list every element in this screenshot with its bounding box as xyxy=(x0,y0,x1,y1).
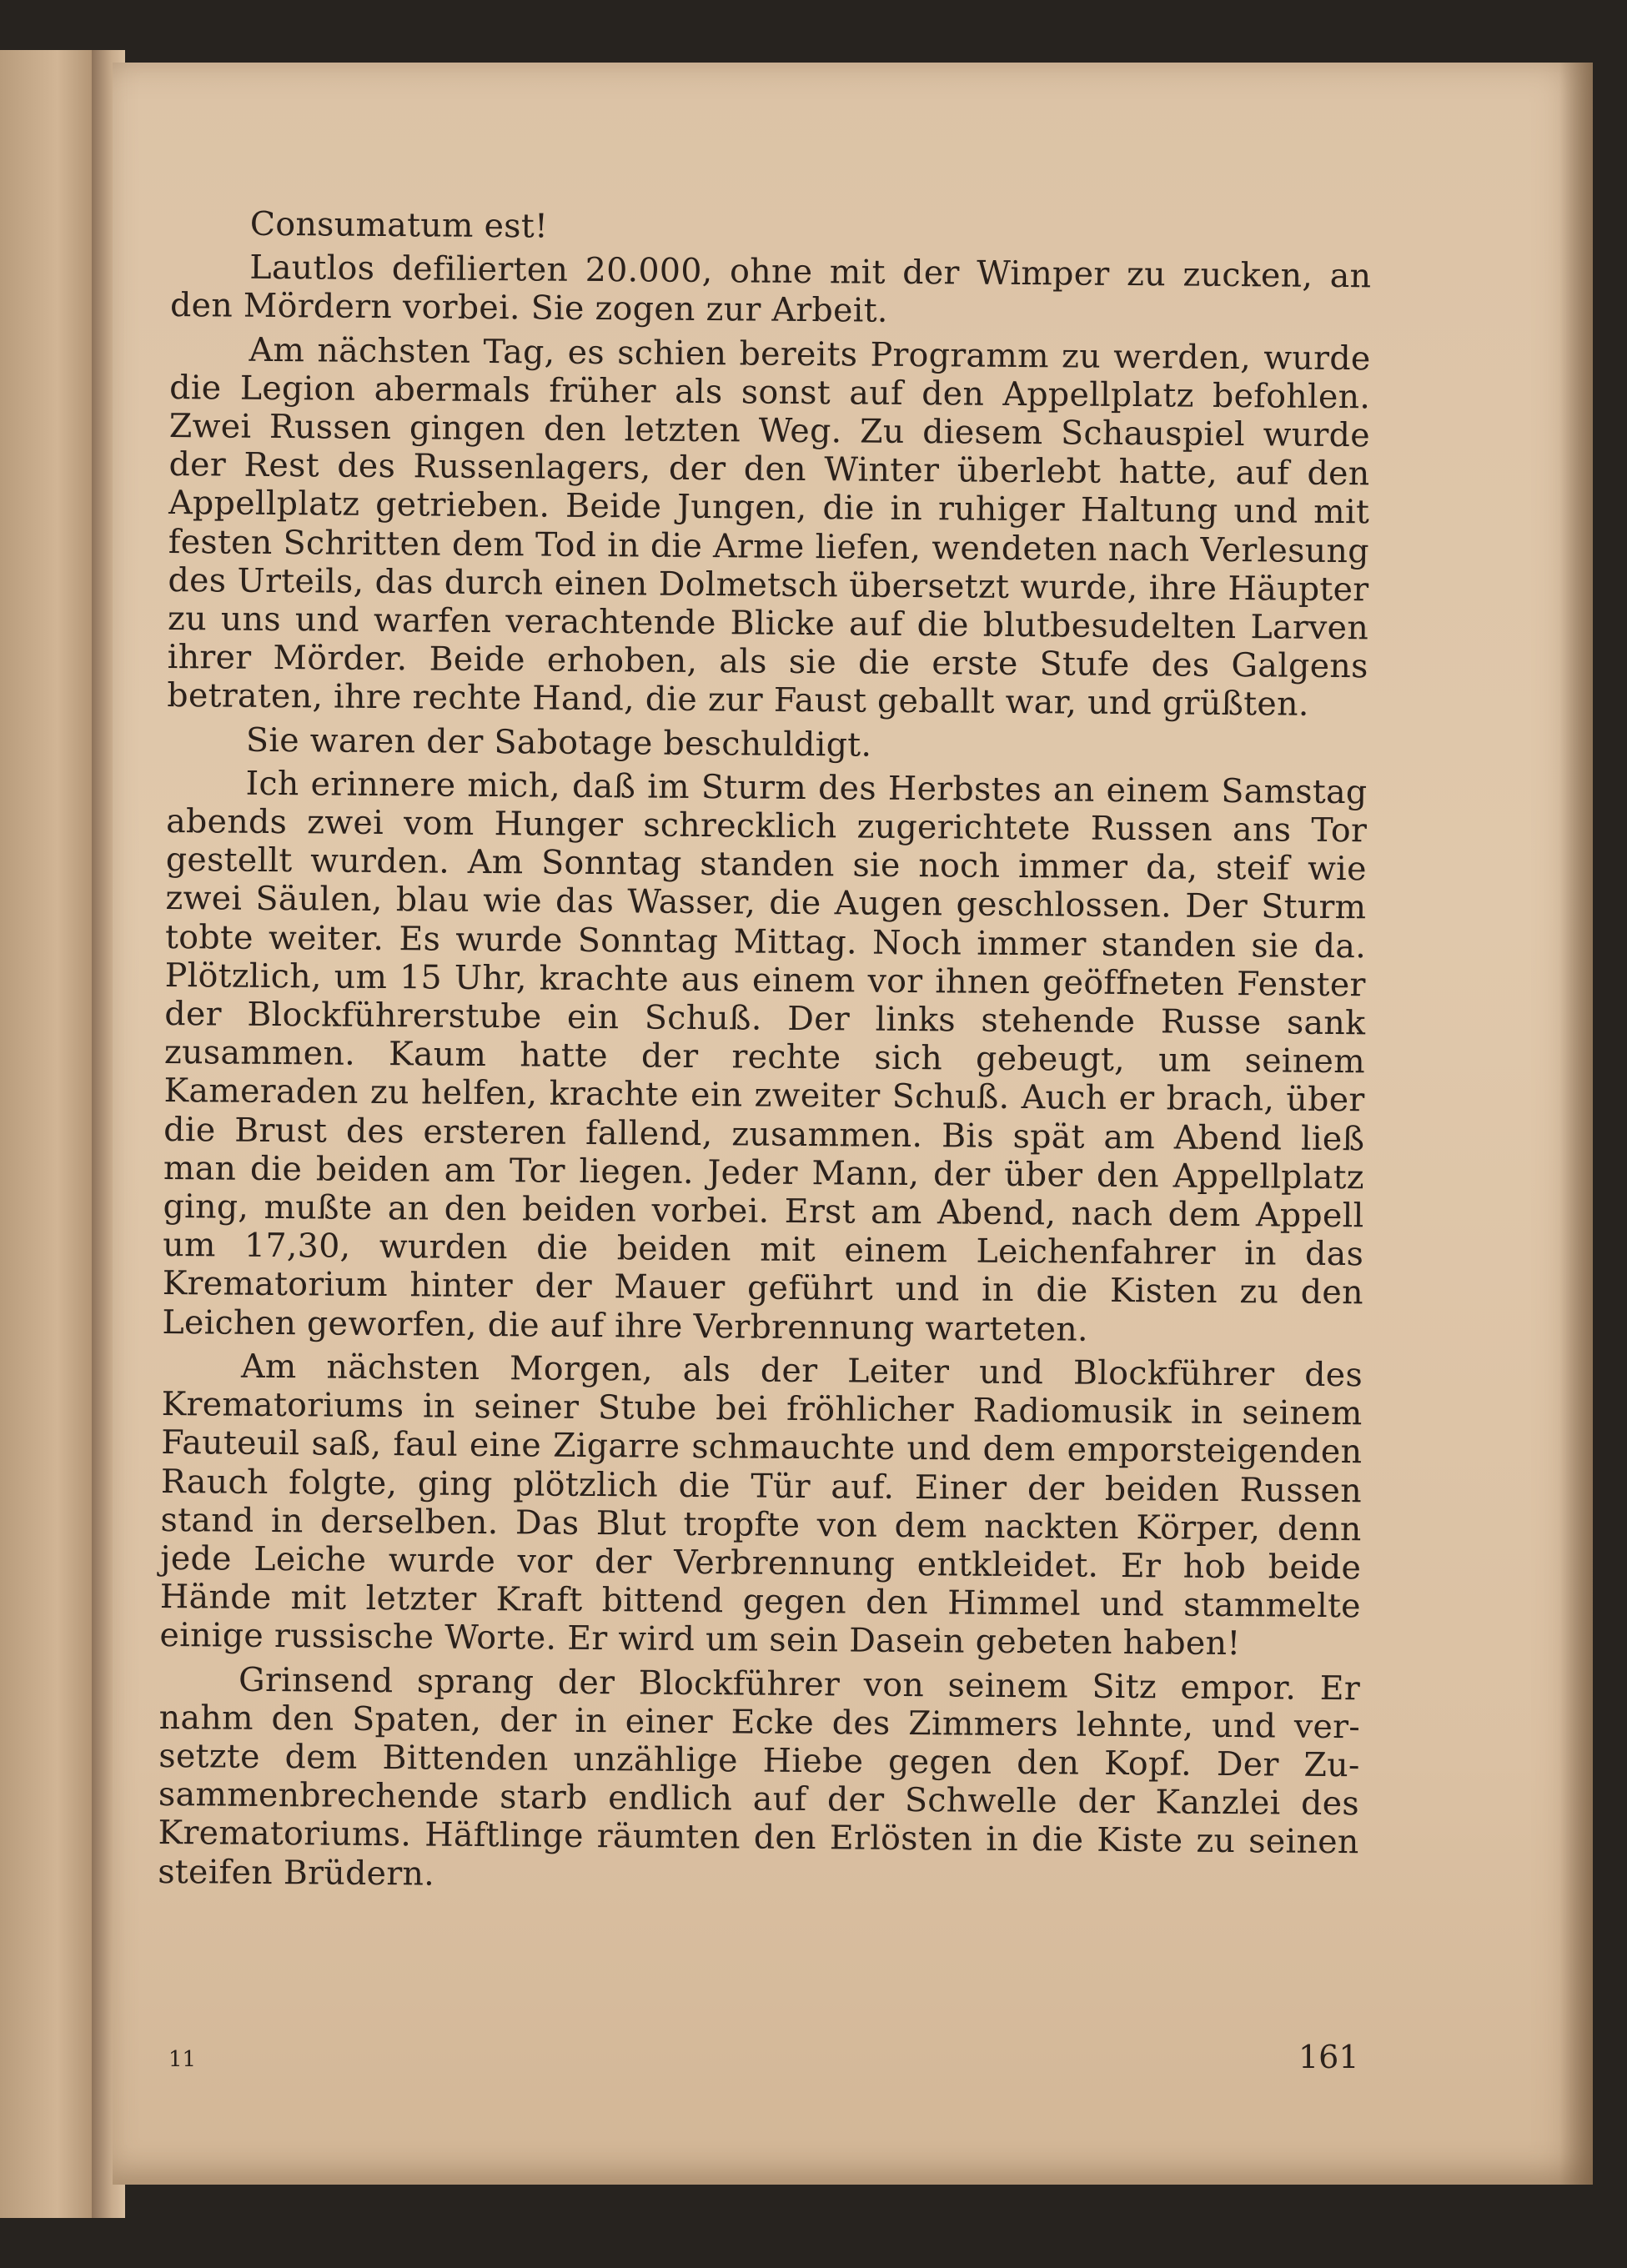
paragraph: Am nächsten Morgen, als der Leiter und Blockführer des Krematoriums in seiner Stube bei fröhlicher Radiomusik in seinem Fauteuil saß, faul eine Zigarre schmauchte und dem emporsteigenden Rauch folgte, ging plötzlich die Tür auf. Einer der beiden Russen stand in derselben. Das Blut tropfte von dem nackten Körper, denn jede Leiche wurde vor der Verbrennung entkleidet. Er hob beide Hände mit letzter Kraft bittend gegen den Himmel und stammelte einige russische Worte. Er wird um sein Dasein gebeten haben! xyxy=(159,1347,1363,1663)
paragraph: Sie waren der Sabotage beschuldigt. xyxy=(245,720,872,765)
page-shadow xyxy=(1559,63,1593,2185)
page-number: 161 xyxy=(1298,2039,1359,2075)
page-body-text xyxy=(158,204,1372,1905)
signature-mark: 11 xyxy=(168,2047,197,2072)
paragraph: Am nächsten Tag, es schien bereits Programm zu werden, wurde die Legion abermals früher als sonst auf den Appellplatz befohlen. Zwei Russen gingen den letzten Weg. Zu diesem Schauspiel wurde der Rest des Russenlagers, der den Winter überlebt hatte, auf den Appellplatz getrieben. Beide Jungen, die in ruhiger Haltung und mit festen Schritten dem Tod in die Arme liefen, wendeten nach Verlesung des Urteils, das durch einen Dolmetsch übersetzt wurde, ihre Häupter zu uns und warfen verachtende Blicke auf die blutbesudelten Larven ihrer Mörder. Beide erhoben, als sie die erste Stufe des Galgens betraten, ihre rechte Hand, die zur Faust geballt war, und grüßten. xyxy=(167,330,1371,725)
paragraph: Lautlos defilierten 20.000, ohne mit der Wimper zu zucken, an den Mördern vorbei. Sie zogen zur Arbeit. xyxy=(169,248,1372,331)
paragraph: Grinsend sprang der Blockführer von seinem Sitz empor. Er nahm den Spaten, der in einer Ecke des Zimmers lehnte, und versetzte dem Bittenden unzählige Hiebe gegen den Kopf. Der Zusammenbrechende starb endlich auf der Schwelle der Kanzlei des Krematoriums. Häftlinge räumten den Erlösten in die Kiste zu seinen steifen Brüdern. xyxy=(158,1660,1361,1894)
left-page-edge xyxy=(0,50,104,2218)
paragraph: Consumatum est! xyxy=(249,204,549,246)
paragraph: Ich erinnere mich, daß im Sturm des Herbstes an einem Samstag abends zwei vom Hunger schrecklich zugerichtete Russen ans Tor gestellt wurden. Am Sonntag standen sie noch immer da, steif wie zwei Säulen, blau wie das Wasser, die Augen geschlossen. Der Sturm tobte weiter. Es wurde Sonntag Mittag. Noch immer standen sie da. Plötzlich, um 15 Uhr, krachte aus einem vor ihnen geöffneten Fenster der Blockführerstube ein Schuß. Der links stehende Russe sank zusammen. Kaum hatte der rechte sich gebeugt, um seinem Kameraden zu helfen, krachte ein zweiter Schuß. Auch er brach, über die Brust des ersteren fallend, zusammen. Bis spät am Abend ließ man die beiden am Tor liegen. Jeder Mann, der über den Appellplatz ging, mußte an den beiden vorbei. Erst am Abend, nach dem Appell um 17,30, wurden die beiden mit einem Leichenfahrer in das Krematorium hinter der Mauer geführt und in die Kisten zu den Leichen geworfen, die auf ihre Verbrennung warteten. xyxy=(162,764,1368,1349)
